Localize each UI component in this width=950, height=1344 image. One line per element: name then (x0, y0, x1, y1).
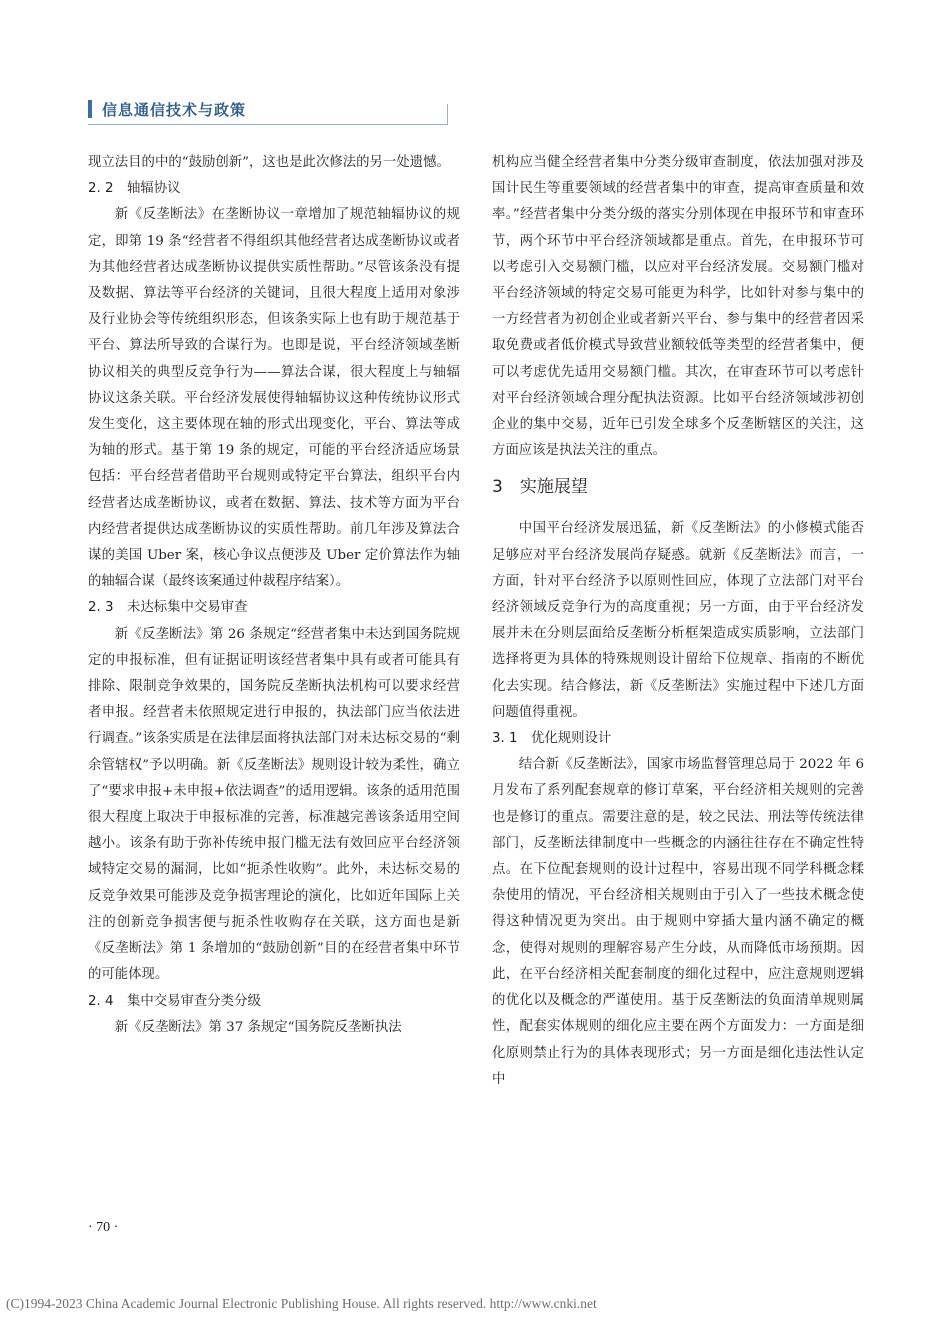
section-2-3-heading: 2. 3 未达标集中交易审查 (88, 600, 248, 616)
header-underline (88, 124, 448, 125)
section-3-heading: 3 实施展望 (492, 477, 588, 498)
section-3-1-body: 结合新《反垄断法》，国家市场监督管理总局于 2022 年 6 月发布了系列配套规章的修订草案，平台经济相关规则的完善也是修订的重点。需要注意的是，较之民法、刑法等传统法律部门，反垄断法律制度中一些概念的内涵往往存在不确定性特点。在下位配套规则的设计过程中，容易出现不同学科概念糅杂使用的情况，平台经济相关规则由于引入了一些技术概念使得这种情况更为突出。由于规则中穿插大量内涵不确定的概念，使得对规则的理解容易产生分歧，从而降低市场预期。因此，在平台经济相关配套制度的细化过程中，应注意规则逻辑的优化以及概念的严谨使用。基于反垄断法的负面清单规则属性，配套实体规则的细化应主要在两个方面发力：一方面是细化原则禁止行为的具体表现形式；另一方面是细化违法性认定中 (492, 757, 864, 1087)
header-divider-tick (447, 104, 448, 124)
section-2-2-heading: 2. 2 轴辐协议 (88, 181, 181, 197)
section-2-3-body: 新《反垄断法》第 26 条规定“经营者集中未达到国务院规定的申报标准，但有证据证明该经营者集中具有或者可能具有排除、限制竞争效果的，国务院反垄断执法机构可以要求经营者申报。经营者未依照规定进行申报的，执法部门应当依法进行调查。”该条实质是在法律层面将执法部门对未达标交易的“剩余管辖权”予以明确。新《反垄断法》规则设计较为柔性，确立了“要求申报+未申报+依法调查”的适用逻辑。该条的适用范围很大程度上取决于申报标准的完善，标准越完善该条适用空间越小。该条有助于弥补传统申报门槛无法有效回应平台经济领域特定交易的漏洞，比如“扼杀性收购”。此外，未达标交易的反竞争效果可能涉及竞争损害理论的演化，比如近年国际上关注的创新竞争损害便与扼杀性收购存在关联，这方面也是新《反垄断法》第 1 条增加的“鼓励创新”目的在经营者集中环节的可能体现。 (88, 626, 460, 983)
journal-header (88, 98, 246, 120)
page-number: · 70 · (88, 1220, 119, 1235)
section-2-2-body: 新《反垄断法》在垄断协议一章增加了规范轴辐协议的规定，即第 19 条“经营者不得组织其他经营者达成垄断协议或者为其他经营者达成垄断协议提供实质性帮助。”尽管该条没有提及数据、算法等平台经济的关键词，且很大程度上适用对象涉及行业协会等传统组织形态，但该条实际上也有助于规范基于平台、算法所导致的合谋行为。也即是说，平台经济领域垄断协议相关的典型反竞争行为——算法合谋，很大程度上与轴辐协议这条关联。平台经济发展使得轴辐协议这种传统协议形式发生变化，这主要体现在轴的形式出现变化，平台、算法等成为轴的形式。基于第 19 条的规定，可能的平台经济适应场景包括：平台经营者借助平台规则或特定平台算法，组织平台内经营者达成垄断协议，或者在数据、算法、技术等方面为平台内经营者提供达成垄断协议的实质性帮助。前几年涉及算法合谋的美国 Uber 案，核心争议点便涉及 Uber 定价算法作为轴的轴辐合谋（最终该案通过仲裁程序结案）。 (88, 207, 460, 590)
section-3-body: 中国平台经济发展迅猛，新《反垄断法》的小修模式能否足够应对平台经济发展尚存疑惑。就新《反垄断法》而言，一方面，针对平台经济予以原则性回应，体现了立法部门对平台经济领域反竞争行为的高度重视；另一方面，由于平台经济发展并未在分则层面给反垄断分析框架造成实质影响，立法部门选择将更为具体的特殊规则设计留给下位规章、指南的不断优化去实现。结合修法，新《反垄断法》实施过程中下述几方面问题值得重视。 (492, 521, 864, 720)
copyright-footer: (C)1994-2023 China Academic Journal Electronic Publishing House. All rights reserved. http://www.cnki.net (6, 1296, 597, 1311)
journal-title: 信息通信技术与政策 (102, 100, 247, 119)
header-accent-bar (88, 100, 92, 118)
left-column (88, 150, 460, 1041)
section-2-4-body: 新《反垄断法》第 37 条规定“国务院反垄断执法 (114, 1019, 402, 1035)
section-3-1-heading: 3. 1 优化规则设计 (492, 731, 612, 747)
right-column (492, 150, 864, 1093)
section-2-4-heading: 2. 4 集中交易审查分类分级 (88, 993, 261, 1009)
intro-paragraph: 现立法目的中的“鼓励创新”，这也是此次修法的另一处遗憾。 (88, 155, 450, 170)
section-2-4-continuation: 机构应当健全经营者集中分类分级审查制度，依法加强对涉及国计民生等重要领域的经营者集中的审查，提高审查质量和效率。”经营者集中分类分级的落实分别体现在申报环节和审查环节，两个环节中平台经济领域都是重点。首先，在申报环节可以考虑引入交易额门槛，以应对平台经济发展。交易额门槛对平台经济领域的特定交易可能更为科学，比如针对参与集中的一方经营者为初创企业或者新兴平台、参与集中的经营者因采取免费或者低价模式导致营业额较低等类型的经营者集中，便可以考虑优先适用交易额门槛。其次，在审查环节可以考虑针对平台经济领域合理分配执法资源。比如平台经济领域涉初创企业的集中交易，近年已引发全球多个反垄断辖区的关注，这方面应该是执法关注的重点。 (492, 155, 864, 459)
